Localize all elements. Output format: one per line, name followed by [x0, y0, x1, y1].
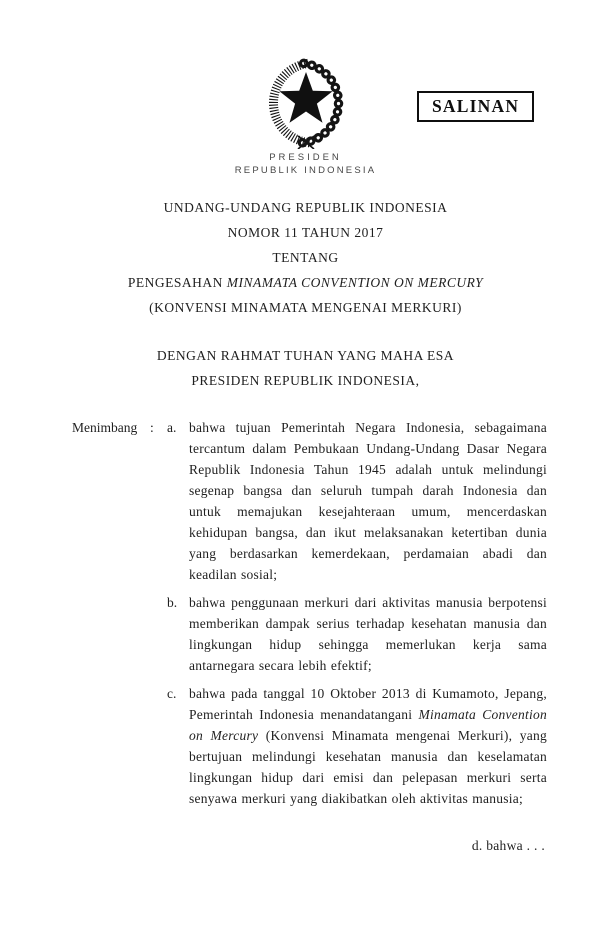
- item-marker: a.: [167, 420, 177, 435]
- title-line-konvensi: (KONVENSI MINAMATA MENGENAI MERKURI): [149, 300, 462, 315]
- considering-item-b: [167, 592, 547, 676]
- presidential-emblem: [250, 57, 362, 149]
- letterhead: [0, 152, 611, 177]
- preamble-rahmat: DENGAN RAHMAT TUHAN YANG MAHA ESA: [156, 348, 455, 363]
- item-c-convention-italic: Minamata Convention on Mercury: [189, 707, 547, 743]
- item-text: bahwa tujuan Pemerintah Negara Indonesia, sebagaimana tercantum dalam Pembukaan Undang-Undang Dasar Negara Republik Indonesia Tahun 1945 adalah untuk melindungi segenap bangsa dan seluruh tumpah darah Indonesia dan untuk memajukan kesejahteraan umum, mencerdaskan kehidupan bangsa, dan ikut melaksanakan ketertiban dunia yang berdasarkan kemerdekaan, perdamaian abadi dan keadilan sosial;: [189, 420, 547, 582]
- item-c-prefix: bahwa pada tanggal 10 Oktober 2013 di Kumamoto, Jepang, Pemerintah Indonesia menandatangani: [189, 686, 547, 722]
- item-text: [189, 683, 547, 809]
- document-title: [0, 195, 611, 320]
- considering-section: [72, 417, 547, 816]
- title-line-pengesahan: [0, 270, 611, 295]
- title-pengesahan-prefix: PENGESAHAN: [127, 275, 227, 290]
- catchword: d. bahwa . . .: [471, 838, 545, 853]
- considering-label: Menimbang: [72, 420, 138, 435]
- considering-items: [167, 417, 547, 816]
- preamble: [0, 343, 611, 393]
- title-line-number: NOMOR 11 TAHUN 2017: [227, 225, 384, 240]
- considering-item-a: [167, 417, 547, 585]
- star-icon: [279, 72, 332, 123]
- preamble-presiden: PRESIDEN REPUBLIK INDONESIA,: [191, 373, 420, 388]
- item-c-suffix: (Konvensi Minamata mengenai Merkuri), yang bertujuan melindungi kesehatan manusia dan keselamatan lingkungan hidup dari emisi dan pelepasan merkuri serta senyawa merkuri yang diakibatkan oleh aktivitas manusia;: [189, 728, 548, 806]
- salinan-stamp: SALINAN: [417, 91, 534, 122]
- letterhead-republik-indonesia: REPUBLIK INDONESIA: [234, 164, 377, 176]
- letterhead-presiden: PRESIDEN: [269, 152, 342, 163]
- considering-colon: :: [150, 420, 154, 435]
- considering-item-c: [167, 683, 547, 809]
- item-text: bahwa penggunaan merkuri dari aktivitas manusia berpotensi memberikan dampak serius terhadap kesehatan manusia dan lingkungan hidup sehingga memerlukan kerja sama antarnegara secara lebih efektif;: [189, 595, 547, 673]
- item-marker: b.: [167, 595, 178, 610]
- title-line-1: UNDANG-UNDANG REPUBLIK INDONESIA: [163, 200, 448, 215]
- title-line-tentang: TENTANG: [272, 250, 339, 265]
- item-marker: c.: [167, 686, 177, 701]
- title-convention-italic: MINAMATA CONVENTION ON MERCURY: [226, 275, 484, 290]
